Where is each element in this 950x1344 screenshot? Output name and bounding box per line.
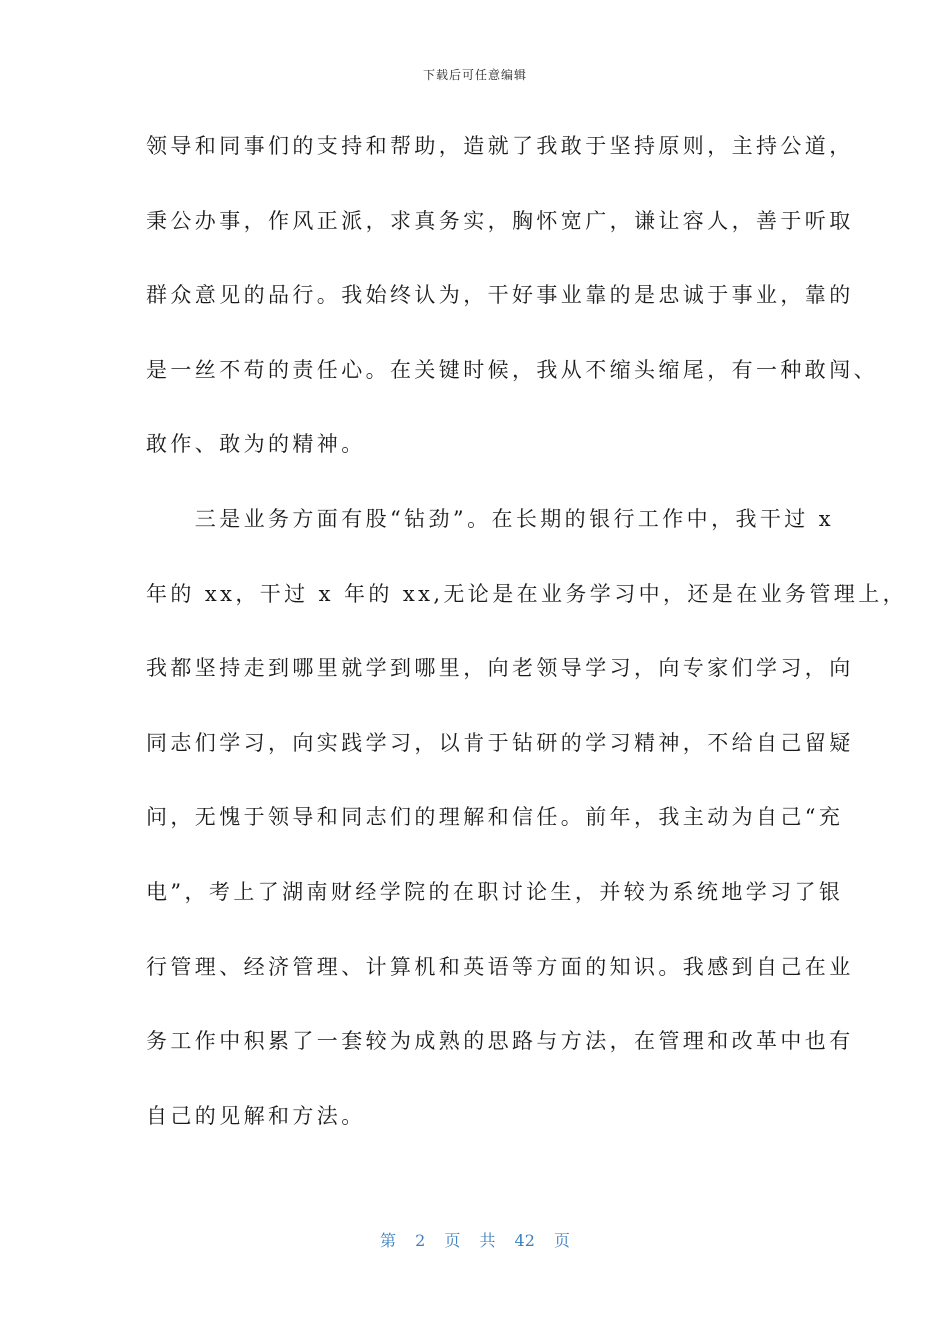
total-pages-number: 42 <box>514 1231 535 1250</box>
body-line: 问，无愧于领导和同志们的理解和信任。前年，我主动为自己“充 <box>146 805 844 830</box>
current-page-number: 2 <box>415 1231 426 1250</box>
footer-prefix: 第 <box>379 1231 396 1250</box>
footer-suffix: 页 <box>554 1231 571 1250</box>
body-line: 领导和同事们的支持和帮助，造就了我敢于坚持原则，主持公道， <box>146 134 854 158</box>
body-line: 自己的见解和方法。 <box>146 1103 366 1128</box>
page-header: 下载后可任意编辑 <box>422 68 527 82</box>
body-line: 务工作中积累了一套较为成熟的思路与方法，在管理和改革中也有 <box>146 1029 854 1054</box>
body-line: 三是业务方面有股“钻劲”。在长期的银行工作中，我干过 x <box>146 506 834 531</box>
body-line: 我都坚持走到哪里就学到哪里，向老领导学习，向专家们学习，向 <box>146 656 854 681</box>
body-line: 群众意见的品行。我始终认为，干好事业靠的是忠诚于事业，靠的 <box>146 283 854 308</box>
body-line: 是一丝不苟的责任心。在关键时候，我从不缩头缩尾，有一种敢闯、 <box>146 357 878 382</box>
body-line: 年的 xx，干过 x 年的 xx,无论是在业务学习中，还是在业务管理上， <box>146 581 907 606</box>
body-line: 敢作、敢为的精神。 <box>146 432 366 457</box>
footer-middle: 页 共 <box>444 1231 496 1250</box>
body-line: 同志们学习，向实践学习，以肯于钻研的学习精神，不给自己留疑 <box>146 730 854 755</box>
page-footer <box>0 1228 950 1251</box>
body-line: 秉公办事，作风正派，求真务实，胸怀宽广，谦让容人，善于听取 <box>146 208 854 233</box>
document-body <box>146 128 907 1172</box>
body-line: 行管理、经济管理、计算机和英语等方面的知识。我感到自己在业 <box>146 954 854 979</box>
body-line: 电”，考上了湖南财经学院的在职讨论生，并较为系统地学习了银 <box>146 879 844 904</box>
